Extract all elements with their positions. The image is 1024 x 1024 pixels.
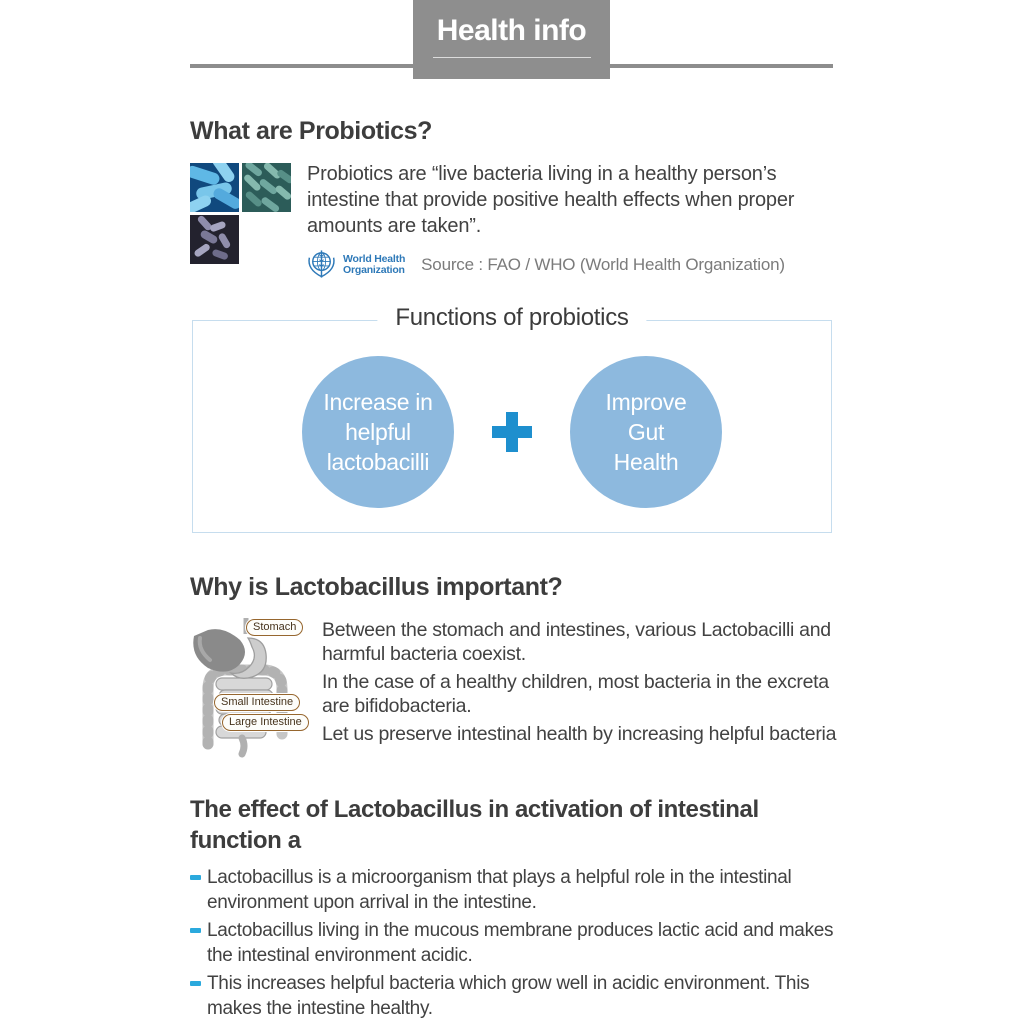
increase-lactobacilli-circle xyxy=(302,356,454,508)
circle-line: Health xyxy=(613,448,679,475)
functions-box-title: Functions of probiotics xyxy=(377,304,646,332)
source-text: Source : FAO / WHO (World Health Organization) xyxy=(421,254,785,274)
effect-bullet-list xyxy=(190,866,835,1024)
bullet-dash-icon xyxy=(190,981,201,986)
who-logo-text-line1: World Health xyxy=(343,252,406,265)
source-row xyxy=(305,248,785,281)
small-intestine-label: Small Intestine xyxy=(214,694,300,711)
large-intestine-label: Large Intestine xyxy=(222,714,309,731)
who-logo-text xyxy=(343,254,405,276)
header-title-box xyxy=(413,0,610,79)
digestive-system-diagram xyxy=(186,616,304,758)
circle-line: helpful xyxy=(345,418,411,445)
circle-line: Increase in xyxy=(323,388,433,415)
digestive-system-icon xyxy=(186,745,304,762)
plus-icon xyxy=(489,409,535,455)
bullet-item xyxy=(190,972,835,1021)
bullet-text: This increases helpful bacteria which grow well in acidic environment. This makes the intestine healthy. xyxy=(207,973,810,1019)
circle-line: lactobacilli xyxy=(326,448,430,475)
bullet-dash-icon xyxy=(190,928,201,933)
circle-line: Improve xyxy=(605,388,687,415)
why-paragraph-1: Between the stomach and intestines, various Lactobacilli and harmful bacteria coexist. xyxy=(322,619,831,665)
circle-line: Gut xyxy=(627,418,665,445)
improve-gut-health-circle xyxy=(570,356,722,508)
probiotics-definition-text: Probiotics are “live bacteria living in a healthy person’s intestine that provide positive health effects when proper amounts are taken”. xyxy=(307,163,795,237)
bacteria-image-grid xyxy=(190,163,291,264)
who-logo-text-line2: Organization xyxy=(343,263,405,276)
bullet-item xyxy=(190,919,835,968)
header-underline xyxy=(433,57,591,58)
stomach-label: Stomach xyxy=(246,619,303,636)
why-text-column xyxy=(322,619,842,752)
functions-row xyxy=(193,321,831,532)
why-paragraph-3: Let us preserve intestinal health by increasing helpful bacteria xyxy=(322,723,837,745)
why-lactobacillus-heading: Why is Lactobacillus important? xyxy=(190,573,563,601)
teal-bacteria-micrograph xyxy=(242,163,291,212)
bullet-text: Lactobacillus is a microorganism that plays a helpful role in the intestinal environment upon arrival in the intestine. xyxy=(207,867,792,913)
blue-bacteria-micrograph xyxy=(190,163,239,212)
functions-box xyxy=(192,304,832,533)
bullet-item xyxy=(190,866,835,915)
bullet-text: Lactobacillus living in the mucous membrane produces lactic acid and makes the intestinal environment acidic. xyxy=(207,920,834,966)
who-logo-icon xyxy=(305,248,338,281)
page-title: Health info xyxy=(436,14,587,47)
effect-heading: The effect of Lactobacillus in activation of intestinal function a xyxy=(190,796,759,854)
what-are-probiotics-heading: What are Probiotics? xyxy=(190,117,433,145)
bullet-dash-icon xyxy=(190,875,201,880)
purple-bacteria-micrograph xyxy=(190,215,239,264)
why-paragraph-2: In the case of a healthy children, most bacteria in the excreta are bifidobacteria. xyxy=(322,671,829,717)
